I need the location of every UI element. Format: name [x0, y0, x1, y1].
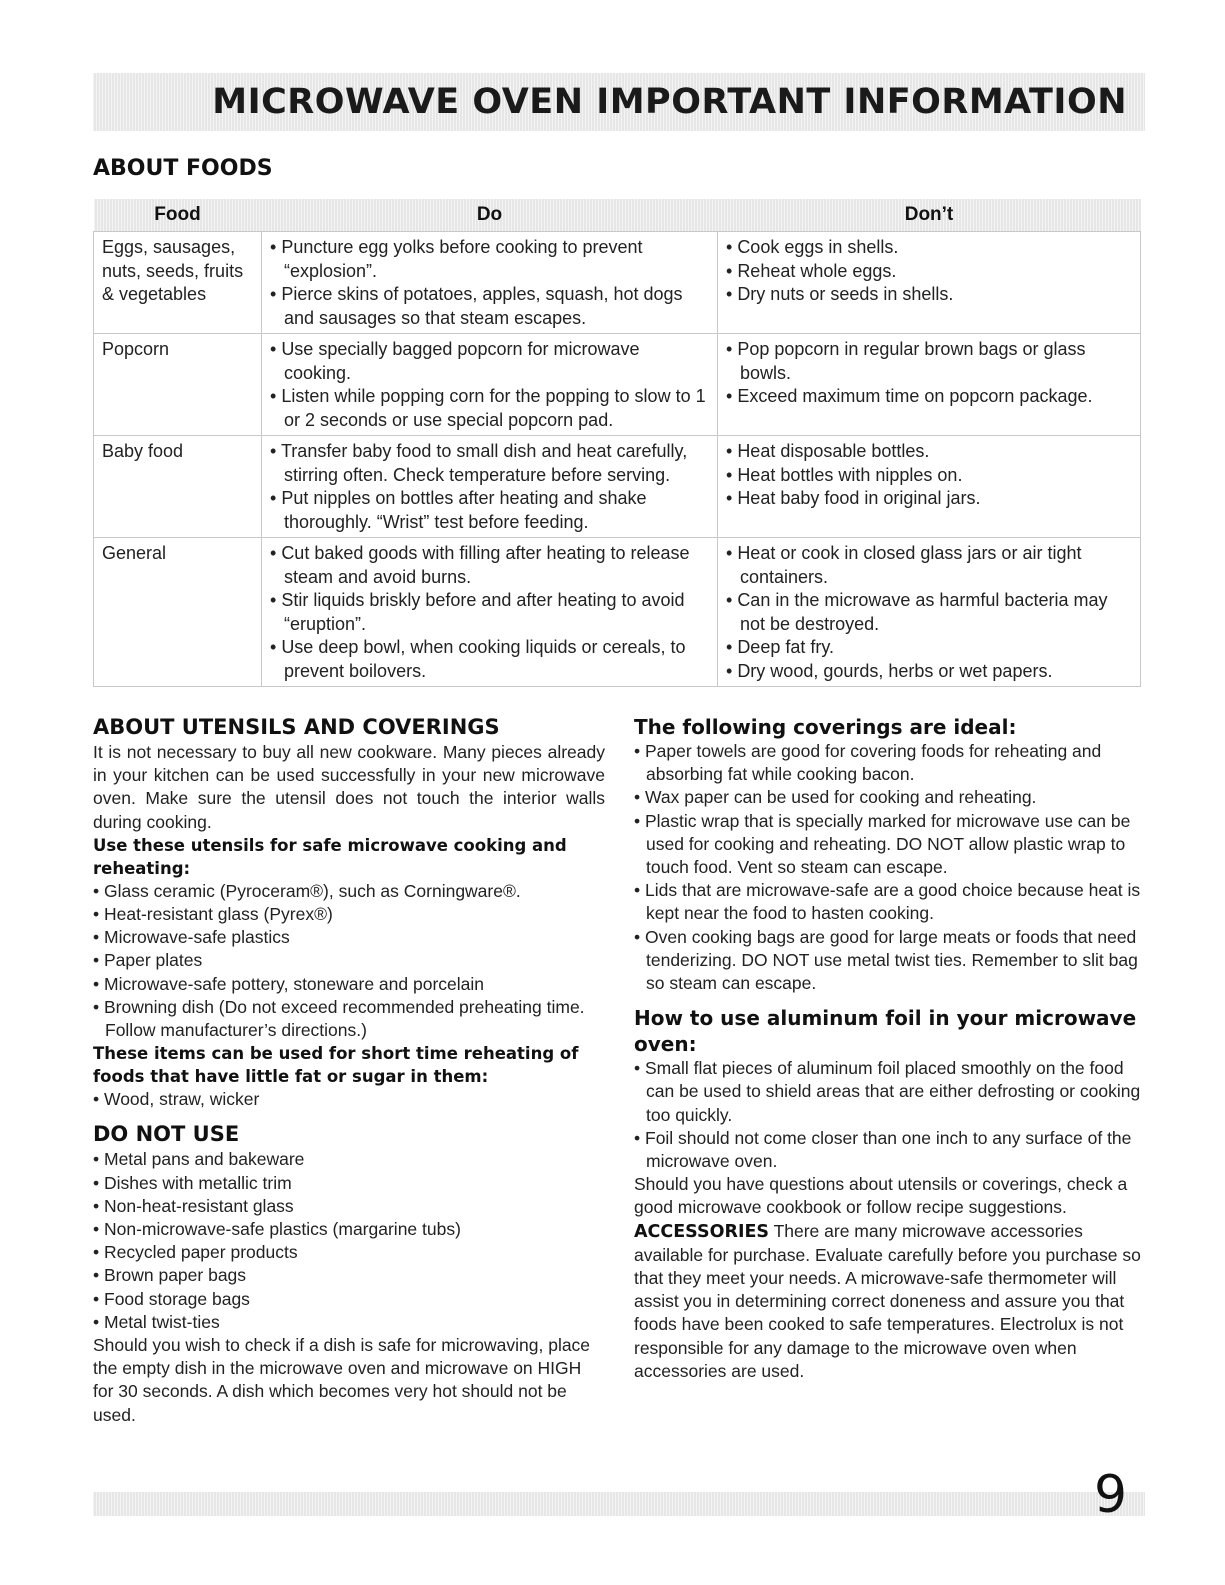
list-item: • Non-microwave-safe plastics (margarine tubs) [93, 1218, 605, 1241]
dont-item: • Heat bottles with nipples on. [726, 464, 963, 485]
left-column [93, 714, 605, 1427]
do-item: • Listen while popping corn for the popping to slow to 1 or 2 seconds or use special popcorn pad. [270, 386, 706, 430]
do-item: • Use deep bowl, when cooking liquids or cereals, to prevent boilovers. [270, 637, 686, 681]
coverings-list [634, 740, 1144, 995]
do-cell [262, 436, 718, 538]
dont-cell [718, 538, 1141, 687]
do-not-use-heading: DO NOT USE [93, 1122, 240, 1147]
list-item: • Metal pans and bakeware [93, 1148, 605, 1171]
list-item: • Foil should not come closer than one inch to any surface of the microwave oven. [634, 1127, 1144, 1173]
list-item: • Non-heat-resistant glass [93, 1195, 605, 1218]
foods-table [93, 199, 1141, 687]
questions-note: Should you have questions about utensils or coverings, check a good microwave cookbook or follow recipe suggestions. [634, 1174, 1128, 1218]
table-row [94, 334, 1141, 436]
list-item: • Wood, straw, wicker [93, 1088, 605, 1111]
dont-cell [718, 232, 1141, 334]
list-item: • Wax paper can be used for cooking and reheating. [634, 786, 1144, 809]
food-cell: Popcorn [94, 334, 262, 436]
column-header-food: Food [154, 204, 201, 226]
table-row [94, 436, 1141, 538]
do-item: • Pierce skins of potatoes, apples, squash, hot dogs and sausages so that steam escapes. [270, 284, 683, 328]
do-item: • Put nipples on bottles after heating and shake thoroughly. “Wrist” test before feeding. [270, 488, 647, 532]
table-row [94, 538, 1141, 687]
do-item: • Use specially bagged popcorn for microwave cooking. [270, 339, 640, 383]
dont-item: • Reheat whole eggs. [726, 260, 897, 281]
accessories-label: ACCESSORIES [634, 1221, 770, 1242]
list-item: • Plastic wrap that is specially marked for microwave use can be used for cooking and reheating. DO NOT allow plastic wrap to touch food. Vent so steam can escape. [634, 810, 1144, 880]
list-item: • Dishes with metallic trim [93, 1172, 605, 1195]
right-column [634, 714, 1144, 1383]
table-row [94, 232, 1141, 334]
dont-item: • Can in the microwave as harmful bacteria may not be destroyed. [726, 590, 1108, 634]
page-title: MICROWAVE OVEN IMPORTANT INFORMATION [212, 82, 1127, 122]
do-item: • Puncture egg yolks before cooking to prevent “explosion”. [270, 237, 643, 281]
safe-utensils-list [93, 880, 605, 1042]
dont-item: • Cook eggs in shells. [726, 237, 899, 257]
dont-item: • Heat baby food in original jars. [726, 488, 981, 508]
short-time-list [93, 1088, 605, 1111]
footer-bar [93, 1492, 1145, 1516]
do-item: • Cut baked goods with filling after heating to release steam and avoid burns. [270, 543, 690, 587]
list-item: • Microwave-safe plastics [93, 926, 605, 949]
utensils-heading: ABOUT UTENSILS AND COVERINGS [93, 715, 500, 739]
accessories-text: There are many microwave accessories available for purchase. Evaluate carefully before you purchase so that they meet your needs. A microwave-safe thermometer will assist you in determining correct doneness and assure you that foods have been cooked to safe temperatures. Electrolux is not responsible for any damage to the microwave oven when accessories are used. [634, 1220, 1141, 1381]
list-item: • Metal twist-ties [93, 1311, 605, 1334]
do-cell [262, 334, 718, 436]
food-cell: Eggs, sausages, nuts, seeds, fruits & vegetables [94, 232, 262, 334]
food-cell: Baby food [94, 436, 262, 538]
utensils-intro: It is not necessary to buy all new cookware. Many pieces already in your kitchen can be used successfully in your new microwave oven. Make sure the utensil does not touch the interior walls during cooking. [93, 742, 605, 832]
foil-list [634, 1057, 1144, 1173]
table-header-row [94, 199, 1141, 232]
list-item: • Lids that are microwave-safe are a good choice because heat is kept near the food to hasten cooking. [634, 879, 1144, 925]
accessories-paragraph [634, 1220, 1144, 1383]
safe-utensils-heading: Use these utensils for safe microwave cooking and reheating: [93, 835, 567, 878]
list-item: • Oven cooking bags are good for large meats or foods that need tenderizing. DO NOT use metal twist ties. Remember to slit bag so steam can escape. [634, 926, 1144, 996]
list-item: • Food storage bags [93, 1288, 605, 1311]
list-item: • Microwave-safe pottery, stoneware and porcelain [93, 973, 605, 996]
short-time-heading: These items can be used for short time reheating of foods that have little fat or sugar in them: [93, 1044, 579, 1087]
list-item: • Brown paper bags [93, 1264, 605, 1287]
do-not-use-list [93, 1148, 605, 1334]
list-item: • Heat-resistant glass (Pyrex®) [93, 903, 605, 926]
dont-item: • Heat or cook in closed glass jars or air tight containers. [726, 543, 1082, 587]
column-header-do: Do [476, 204, 503, 226]
about-foods-heading: ABOUT FOODS [93, 156, 273, 181]
dont-item: • Exceed maximum time on popcorn package. [726, 386, 1093, 406]
list-item: • Paper towels are good for covering foods for reheating and absorbing fat while cooking bacon. [634, 740, 1144, 786]
list-item: • Recycled paper products [93, 1241, 605, 1264]
do-cell [262, 232, 718, 334]
dont-item: • Deep fat fry. [726, 637, 835, 657]
list-item: • Browning dish (Do not exceed recommended preheating time. Follow manufacturer’s directions.) [93, 996, 605, 1042]
dont-item: • Pop popcorn in regular brown bags or glass bowls. [726, 339, 1086, 383]
do-item: • Transfer baby food to small dish and heat carefully, stirring often. Check temperature before serving. [270, 441, 688, 485]
list-item: • Small flat pieces of aluminum foil placed smoothly on the food can be used to shield areas that are either defrosting or cooking too quickly. [634, 1057, 1144, 1127]
foil-heading: How to use aluminum foil in your microwave oven: [634, 1006, 1137, 1057]
dont-item: • Dry nuts or seeds in shells. [726, 284, 954, 304]
column-header-dont: Don’t [904, 204, 954, 226]
title-banner [93, 73, 1145, 131]
page-number: 9 [1094, 1465, 1128, 1525]
do-item: • Stir liquids briskly before and after heating to avoid “eruption”. [270, 590, 685, 634]
dish-test-note: Should you wish to check if a dish is safe for microwaving, place the empty dish in the microwave oven and microwave on HIGH for 30 seconds. A dish which becomes very hot should not be used. [93, 1335, 591, 1425]
dont-item: • Dry wood, gourds, herbs or wet papers. [726, 660, 1053, 681]
list-item: • Paper plates [93, 949, 605, 972]
coverings-heading: The following coverings are ideal: [634, 715, 1017, 739]
food-cell: General [94, 538, 262, 687]
do-cell [262, 538, 718, 687]
dont-item: • Heat disposable bottles. [726, 441, 930, 461]
dont-cell [718, 436, 1141, 538]
dont-cell [718, 334, 1141, 436]
list-item: • Glass ceramic (Pyroceram®), such as Corningware®. [93, 880, 605, 903]
